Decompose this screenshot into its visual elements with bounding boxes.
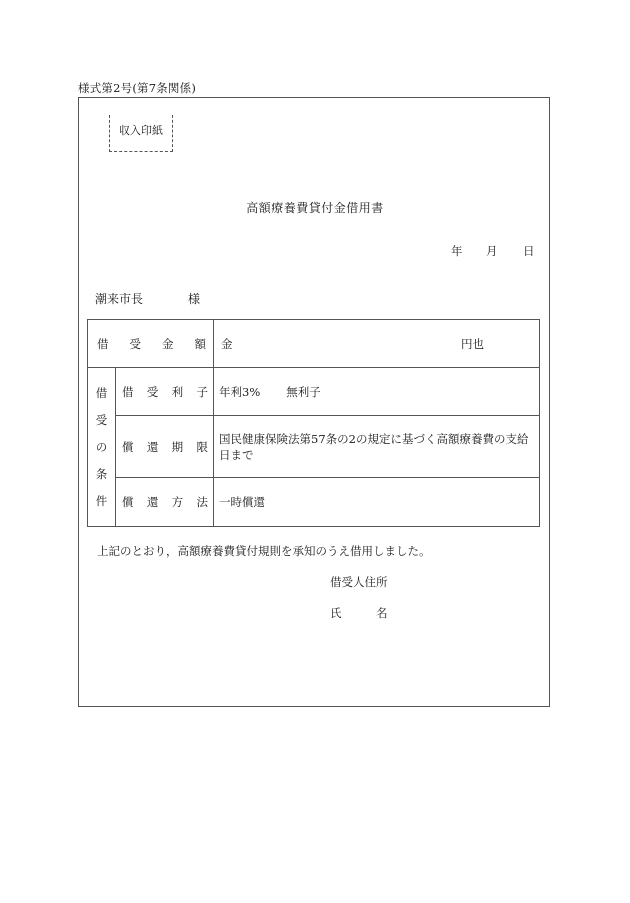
label-char: 還 (146, 439, 159, 454)
label-char: 法 (196, 495, 208, 509)
label-char: 借 (97, 336, 109, 351)
label-char: 還 (146, 495, 159, 509)
document-title: 高額療養費貸付金借用書 (246, 201, 384, 215)
label-char: 方 (171, 495, 184, 509)
label-char: 条 (95, 466, 108, 481)
method-value-cell: 一時償還 (214, 478, 540, 527)
label-char: 限 (196, 439, 208, 454)
label-char: 受 (129, 336, 141, 351)
label-char: 償 (122, 439, 134, 454)
label-char: 利 (171, 384, 184, 399)
label-char: 金 (162, 336, 174, 351)
period-value-cell: 国民健康保険法第57条の2の規定に基づく高額療養費の支給日まで (214, 416, 540, 478)
acknowledgement-statement: 上記のとおり，高額療養費貸付規則を承知のうえ借用しました。 (97, 544, 431, 558)
amount-prefix: 金 (221, 337, 233, 351)
label-char: の (95, 439, 108, 454)
interest-value-cell (214, 368, 540, 416)
label-char: 件 (95, 493, 108, 508)
conditions-label (88, 368, 116, 527)
label-char: 額 (194, 336, 206, 351)
method-label (116, 478, 214, 527)
date-day-label: 日 (523, 244, 535, 258)
table-row-amount (88, 320, 540, 368)
period-label (116, 416, 214, 478)
table-row-period (88, 416, 540, 478)
table-row-interest (88, 368, 540, 416)
amount-value-cell[interactable] (214, 320, 540, 368)
amount-suffix: 円也 (461, 337, 484, 351)
label-char: 子 (196, 384, 208, 399)
label-char: 借 (95, 385, 108, 400)
borrower-address-label: 借受人住所 (330, 575, 388, 589)
interest-option-rate[interactable]: 年利3% (219, 384, 261, 399)
label-char: 借 (122, 384, 134, 399)
form-reference: 様式第2号(第7条関係) (78, 81, 197, 95)
label-char: 氏 (330, 606, 342, 620)
label-char: 名 (376, 606, 388, 620)
borrower-name-label (330, 605, 388, 621)
table-row-method (88, 478, 540, 527)
loan-terms-table (87, 319, 540, 527)
label-char: 受 (146, 384, 159, 399)
addressee-honorific: 様 (188, 292, 201, 306)
interest-label (116, 368, 214, 416)
addressee (95, 290, 201, 307)
label-char: 期 (171, 439, 184, 454)
label-char: 受 (95, 412, 108, 427)
date-month-label: 月 (486, 244, 498, 258)
label-char: 償 (122, 495, 134, 509)
date-year-label: 年 (451, 244, 463, 258)
addressee-name: 潮来市長 (95, 292, 144, 306)
revenue-stamp-label: 収入印紙 (119, 124, 163, 137)
interest-option-free[interactable]: 無利子 (286, 384, 321, 399)
amount-label (88, 320, 214, 368)
revenue-stamp-box (109, 115, 173, 152)
